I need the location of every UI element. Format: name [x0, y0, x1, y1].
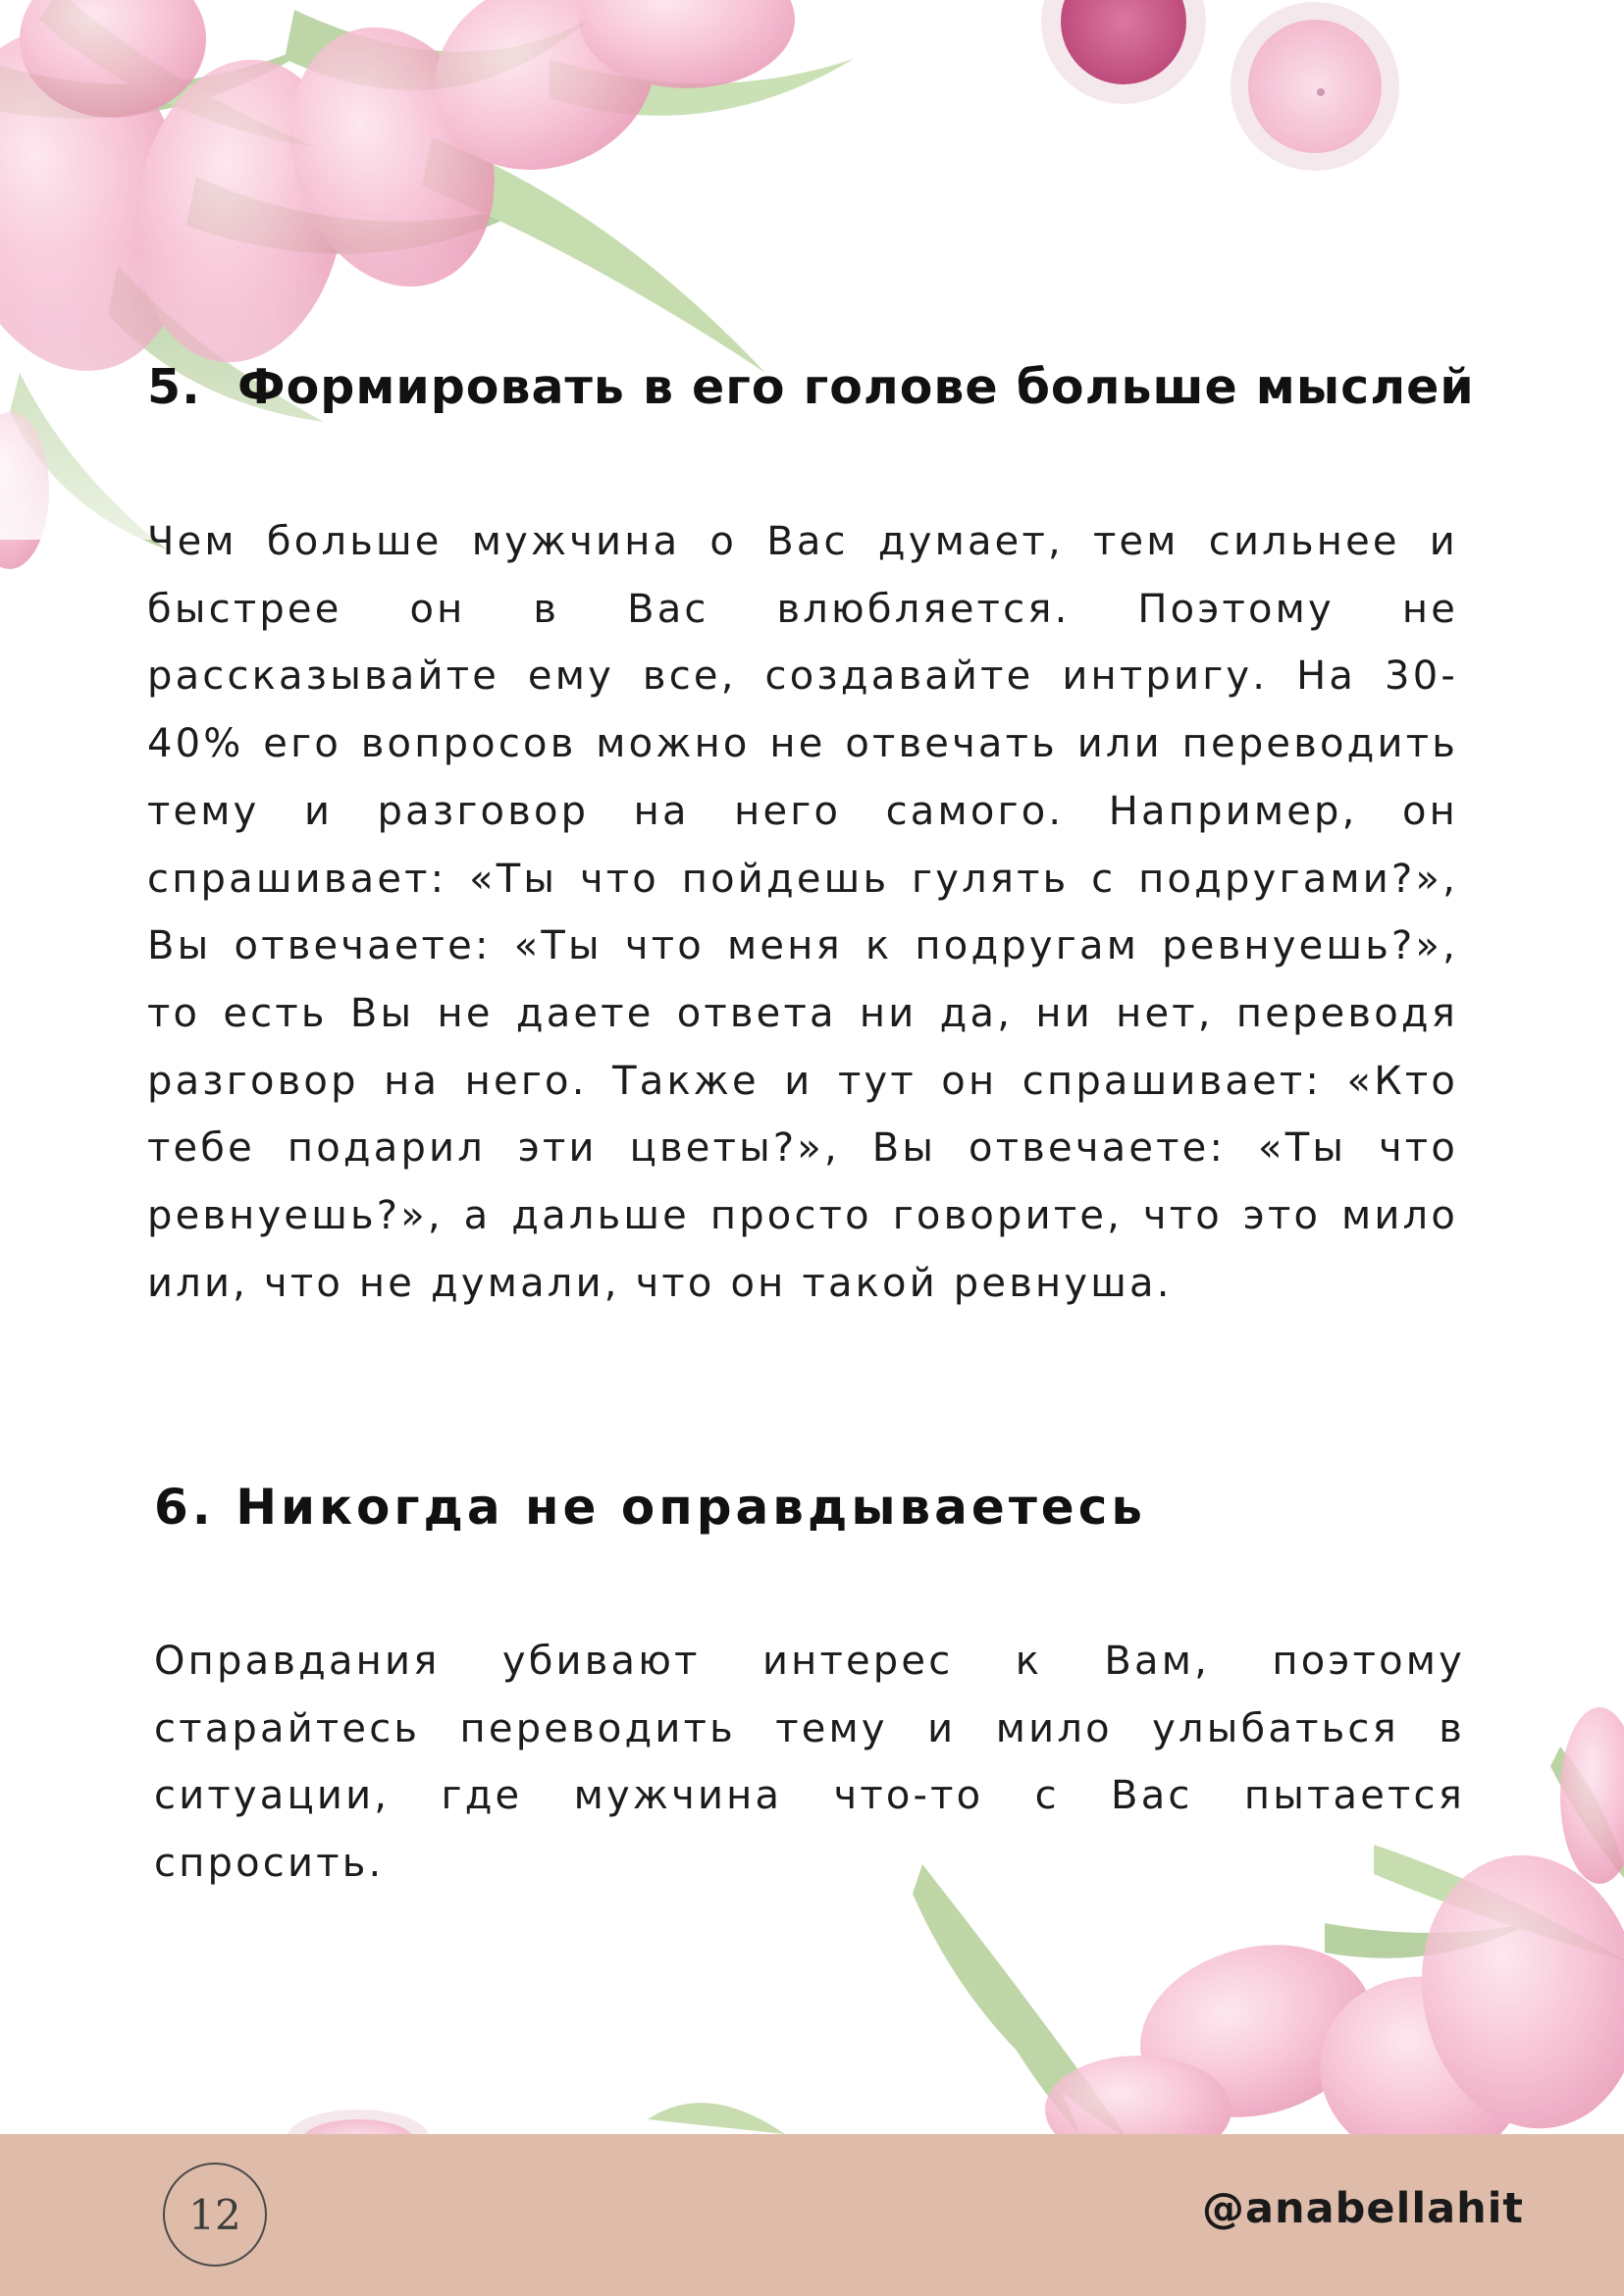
- section-5-title: Формировать в его голове больше мыслей: [237, 359, 1475, 415]
- top-tulips: [0, 0, 795, 569]
- section-6-body: Оправдания убивают интерес к Вам, поэтому старайтесь переводить тему и мило улыбаться в ситуации, где мужчина что-то с Вас пытается спросить.: [154, 1639, 1465, 1887]
- section-5-body: Чем больше мужчина о Вас думает, тем сильнее и быстрее он в Вас влюбляется. Поэтому не рассказывайте ему все, создавайте интригу. На 30-40% его вопросов можно не отвечать или переводить тему и разговор на него самого. Например, он спрашивает: «Ты что пойдешь гулять с подругами?», Вы отвечаете: «Ты что меня к подругам ревнуешь?», то есть Вы не даете ответа ни да, ни нет, переводя разговор на него. Также и тут он спрашивает: «Кто тебе подарил эти цветы?», Вы отвечаете: «Ты что ревнуешь?», а дальше просто говорите, что это мило или, что не думали, что он такой ревнуша.: [147, 519, 1458, 1306]
- section-5-number: 5.: [147, 359, 201, 415]
- page-number: 12: [163, 2163, 267, 2267]
- section-6-heading: 6. Никогда не оправдываетесь: [154, 1479, 1146, 1536]
- section-5-heading: [147, 359, 1475, 415]
- author-handle: @anabellahit: [1202, 2184, 1524, 2233]
- candles-top: [1041, 0, 1399, 171]
